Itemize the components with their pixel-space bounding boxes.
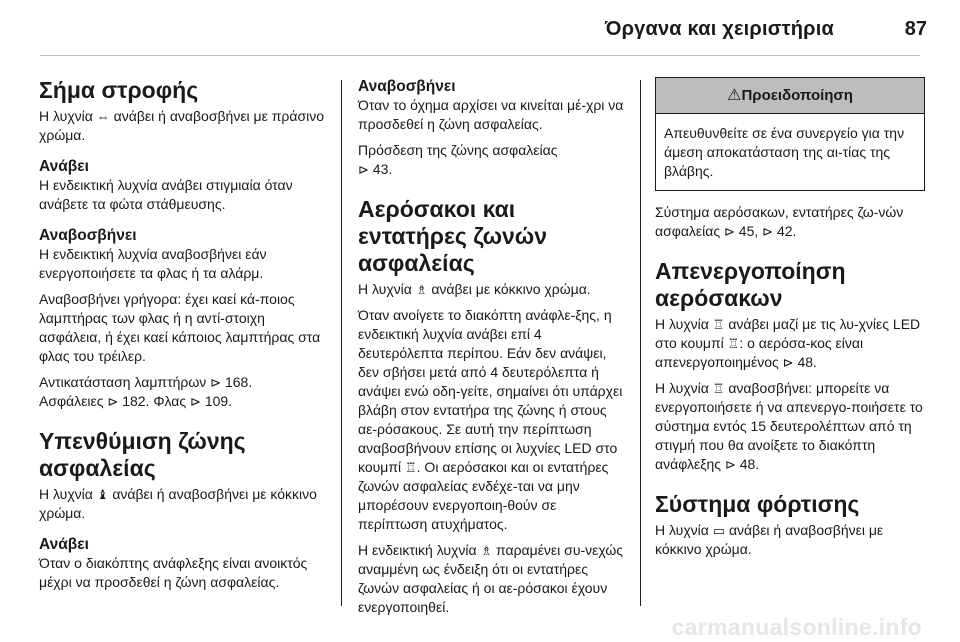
warning-title: Προειδοποίηση (741, 87, 853, 104)
airbag-off-icon: ♖ (727, 336, 740, 351)
paragraph: Η ενδεικτική λυχνία αναβοσβήνει εάν ενεργοποιήσετε τα φλας ή τα αλάρμ. (39, 246, 267, 281)
page-reference[interactable]: 48. (797, 354, 817, 370)
page-ref-arrow-icon: ⊳ (724, 457, 736, 472)
subsection-title: Αναβοσβήνει (39, 227, 137, 244)
page-header (0, 0, 960, 60)
column-right (655, 77, 925, 559)
paragraph: Πρόσδεση της ζώνης ασφαλείας ⊳ 43. (358, 142, 558, 177)
paragraph: Όταν το όχημα αρχίσει να κινείται μέ-χρι να προσδεθεί η ζώνη ασφαλείας. (358, 97, 624, 132)
section-title-turn-signal: Σήμα στροφής (39, 77, 199, 103)
page-reference[interactable]: 45, (738, 223, 759, 239)
page-ref-arrow-icon: ⊳ (210, 375, 222, 390)
paragraph: Η λυχνία ▭ ανάβει ή αναβοσβήνει με κόκκινο χρώμα. (655, 522, 884, 557)
subsection-title: Αναβοσβήνει (358, 78, 456, 95)
airbag-icon: ♗ (480, 543, 493, 558)
page-number: 87 (904, 18, 927, 40)
paragraph: Η λυχνία ♖ αναβοσβήνει: μπορείτε να ενεργοποιήσετε ή να απενεργο-ποιήσετε το σύστημα εντός 15 δευτερολέπτων από τη στιγμή που θα ανοίξετε το διακόπτη ανάφλεξης ⊳ 48. (655, 380, 923, 472)
airbag-icon: ♗ (415, 282, 428, 297)
paragraph: Η ενδεικτική λυχνία ανάβει στιγμιαία όταν ανάβετε τα φώτα στάθμευσης. (39, 177, 293, 212)
warning-icon: ⚠ (727, 86, 742, 104)
column-divider (341, 80, 342, 606)
airbag-off-icon: ♖ (712, 317, 725, 332)
paragraph: Η λυχνία ♗ ανάβει με κόκκινο χρώμα. (358, 281, 591, 297)
warning-text: Απευθυνθείτε σε ένα συνεργείο για την άμεση αποκατάσταση της αι-τίας της βλάβης. (664, 125, 905, 179)
seatbelt-icon: ♝ (96, 487, 109, 502)
paragraph: Αντικατάσταση λαμπτήρων ⊳ 168. Ασφάλειες ⊳ 182. Φλας ⊳ 109. (39, 374, 253, 409)
page-ref-arrow-icon: ⊳ (782, 355, 794, 370)
section-title-airbags: Αερόσακοι και εντατήρες ζωνών ασφαλείας (358, 196, 548, 276)
column-middle (358, 77, 626, 617)
column-left (39, 77, 324, 592)
page-ref-arrow-icon: ⊳ (107, 394, 119, 409)
column-divider (640, 80, 641, 606)
section-title-seatbelt-reminder: Υπενθύμιση ζώνης ασφαλείας (39, 428, 246, 481)
subsection-title: Ανάβει (39, 536, 89, 553)
turn-signal-icon: ⇔ (96, 109, 110, 124)
paragraph: Όταν ανοίγετε το διακόπτη ανάφλε-ξης, η ενδεικτική λυχνία ανάβει επί 4 δευτερόλεπτα περίπου. Εάν δεν ανάψει, δεν σβήσει μετά από 4 δευτερόλεπτα ή ανάψει ενώ οδη-γείτε, σημαίνει ότι υπάρχει βλάβη στον εντατήρα της ζώνης ή στους αε-ρόσακους. Σε αυτή την περίπτωση αναβοσβήνουν επίσης οι λυχνίες LED στο κουμπί ♖. Οι αερόσακοι και οι εντατήρες ζωνών ασφαλείας ενδέχε-ται να μην μπορέσουν ενεργοποιη-θούν σε περίπτωση ατυχήματος. (358, 307, 623, 532)
page-ref-arrow-icon: ⊳ (190, 394, 201, 409)
page-ref-arrow-icon: ⊳ (358, 162, 369, 177)
warning-box (655, 77, 925, 191)
paragraph: Η ενδεικτική λυχνία ♗ παραμένει συ-νεχώς αναμμένη ως ένδειξη ότι οι εντατήρες ζωνών ασφαλείας ή οι αε-ρόσακοι έχουν ενεργοποιηθεί. (358, 542, 624, 615)
paragraph: Σύστημα αερόσακων, εντατήρες ζω-νών ασφαλείας ⊳ 45, ⊳ 42. (655, 204, 904, 239)
page-reference[interactable]: 168. (224, 374, 253, 390)
page-reference[interactable]: 43. (372, 161, 393, 177)
paragraph: Αναβοσβήνει γρήγορα: έχει καεί κά-ποιος λαμπτήρας των φλας ή η αντί-στοιχη ασφάλεια, ή έχει καεί κάποιος λαμπτήρας στα φλας του τρέιλερ. (39, 291, 321, 364)
chapter-title: Όργανα και χειριστήρια (604, 18, 834, 40)
subsection-title: Ανάβει (39, 158, 89, 175)
paragraph: Η λυχνία ⇔ ανάβει ή αναβοσβήνει με πράσινο χρώμα. (39, 108, 325, 143)
watermark-logo: carmanualsonline.info (671, 614, 922, 640)
battery-icon: ▭ (712, 523, 726, 538)
airbag-off-icon: ♖ (712, 381, 725, 396)
paragraph: Όταν ο διακόπτης ανάφλεξης είναι ανοικτός μέχρι να προσδεθεί η ζώνη ασφαλείας. (39, 555, 308, 590)
page-ref-arrow-icon: ⊳ (762, 224, 774, 239)
page-reference[interactable]: 48. (739, 456, 760, 472)
header-divider (40, 55, 920, 56)
section-title-charging-system: Σύστημα φόρτισης (655, 491, 860, 517)
airbag-off-icon: ♖ (405, 460, 417, 475)
page-reference[interactable]: 109. (204, 393, 233, 409)
page-reference[interactable]: 42. (776, 223, 797, 239)
paragraph: Η λυχνία ♖ ανάβει μαζί με τις λυ-χνίες LED στο κουμπί ♖: ο αερόσα-κος είναι απενεργοποιημένος ⊳ 48. (655, 316, 921, 370)
section-title-airbag-deactivation: Απενεργοποίηση αερόσακων (655, 258, 846, 311)
page-ref-arrow-icon: ⊳ (724, 224, 735, 239)
paragraph: Η λυχνία ♝ ανάβει ή αναβοσβήνει με κόκκινο χρώμα. (39, 486, 317, 521)
page-reference[interactable]: 182. Φλας (122, 393, 187, 409)
warning-header (656, 78, 924, 114)
